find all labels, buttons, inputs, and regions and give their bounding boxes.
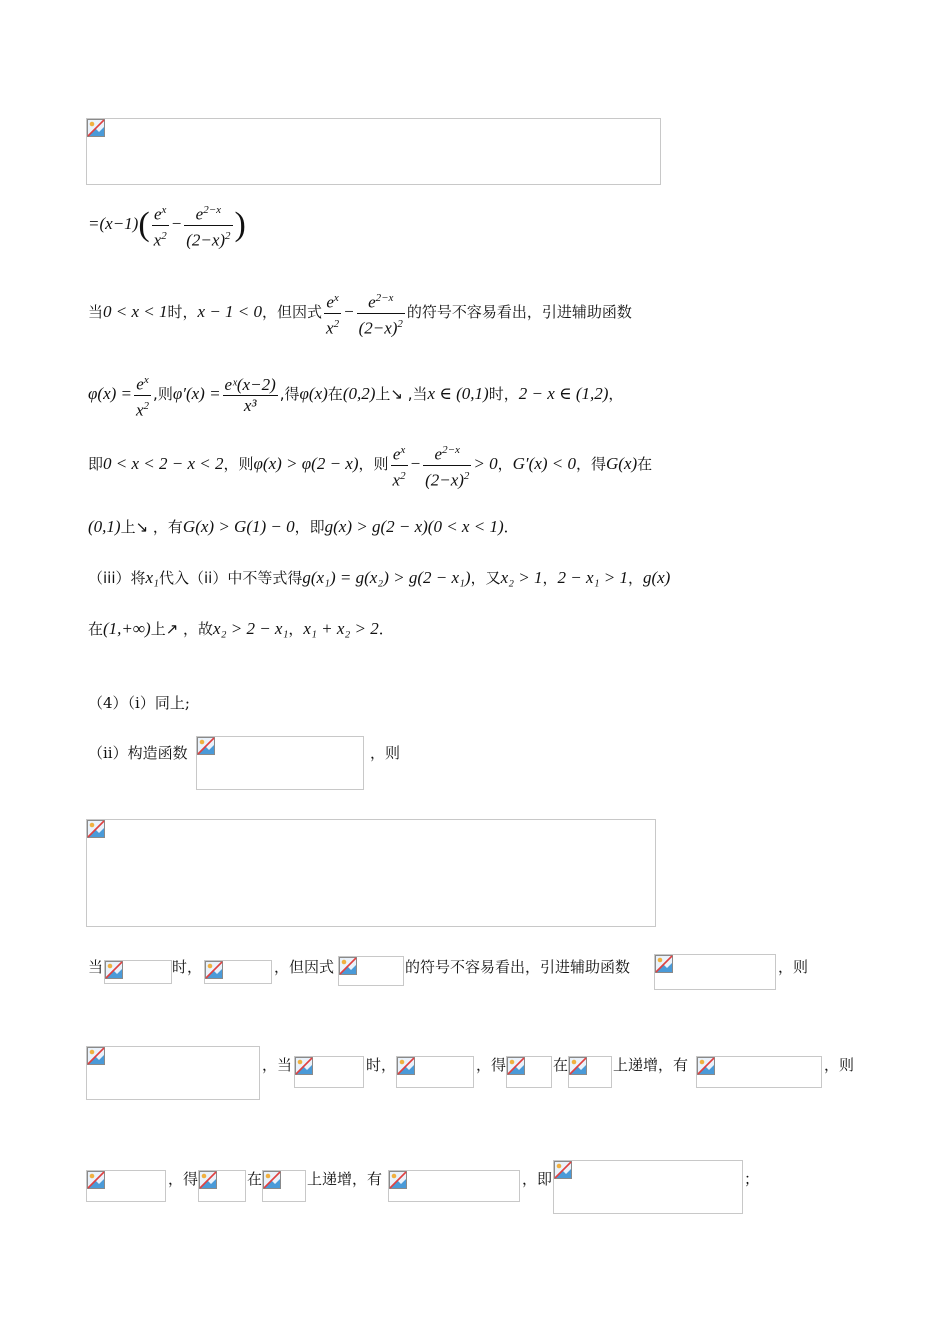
formula-image-5 xyxy=(204,960,272,984)
broken-image-icon xyxy=(87,1171,105,1189)
formula-image-18 xyxy=(553,1160,743,1214)
broken-image-icon xyxy=(295,1057,313,1075)
broken-image-icon xyxy=(554,1161,572,1179)
formula-image-12 xyxy=(568,1056,612,1088)
text-then: ，则 xyxy=(778,958,809,976)
text-then-2: ，则 xyxy=(824,1056,855,1074)
broken-image-icon xyxy=(389,1171,407,1189)
construct-label: （ii）构造函数 xyxy=(88,744,188,762)
broken-image-icon xyxy=(205,961,223,979)
text-semicolon: ； xyxy=(744,1170,760,1188)
formula-image-6 xyxy=(338,956,404,986)
formula-image-2 xyxy=(196,736,364,790)
text-increasing: 上递增，有 xyxy=(613,1056,689,1074)
then-label: ，则 xyxy=(370,744,401,762)
text-time: 时， xyxy=(172,958,203,976)
formula-image-10 xyxy=(396,1056,474,1088)
broken-image-icon xyxy=(655,955,673,973)
broken-image-icon xyxy=(87,820,105,838)
formula-image-16 xyxy=(262,1170,306,1202)
formula-image-14 xyxy=(86,1170,166,1202)
text-namely: ，即 xyxy=(522,1170,553,1188)
broken-image-icon xyxy=(263,1171,281,1189)
text-when-2: ，当 xyxy=(262,1056,293,1074)
broken-image-icon xyxy=(197,737,215,755)
text-line-5: (0,1)上↘ ，有G(x) > G(1) − 0，即g(x) > g(2 − x)(0 < x < 1)． xyxy=(88,517,519,536)
formula-image-3 xyxy=(86,819,656,927)
formula-image-4 xyxy=(104,960,172,984)
text-get: ，得 xyxy=(476,1056,507,1074)
broken-image-icon xyxy=(105,961,123,979)
broken-image-icon xyxy=(397,1057,415,1075)
text-time-2: 时， xyxy=(366,1056,397,1074)
text-increasing-2: 上递增，有 xyxy=(307,1170,383,1188)
text-at: 在 xyxy=(553,1056,569,1074)
formula-image-7 xyxy=(654,954,776,990)
text-line-4: 即0 < x < 2 − x < 2，则φ(x) > φ(2 − x)，则 $\frac{e^x}{x^2}$ − $\frac{e^{2-x}}{(2-x)^2}$ > 0，G′(x) < 0，得G(x)在 xyxy=(88,440,652,490)
text-sign: 的符号不容易看出，引进辅助函数 xyxy=(405,958,631,976)
formula-image-13 xyxy=(696,1056,822,1088)
text-when: 当 xyxy=(88,958,104,976)
broken-image-icon xyxy=(697,1057,715,1075)
broken-image-icon xyxy=(199,1171,217,1189)
formula-image-8 xyxy=(86,1046,260,1100)
text-at-2: 在 xyxy=(247,1170,263,1188)
broken-image-icon xyxy=(569,1057,587,1075)
formula-image-15 xyxy=(198,1170,246,1202)
formula-image-17 xyxy=(388,1170,520,1202)
broken-image-icon xyxy=(87,119,105,137)
formula-image-9 xyxy=(294,1056,364,1088)
broken-image-icon xyxy=(339,957,357,975)
text-line-7: 在(1,+∞)上↗ ，故x₂ > 2 − x₁，x₁ + x₂ > 2． xyxy=(88,619,394,638)
text-get-2: ，得 xyxy=(168,1170,199,1188)
formula-image-1 xyxy=(86,118,661,185)
text-line-2: 当0 < x < 1时，x − 1 < 0，但因式 $\frac{e^x}{x^2}$ − $\frac{e^{2-x}}{(2-x)^2}$ 的符号不容易看出，引进辅助函数 xyxy=(88,288,632,338)
text-line-6: （iii）将x₁代入（ii）中不等式得g(x₁) = g(x₂) > g(2 − x₁)，又x₂ > 1，2 − x₁ > 1，g(x) xyxy=(88,568,671,587)
broken-image-icon xyxy=(87,1047,105,1065)
section-heading-4: （4）（i）同上; xyxy=(88,694,190,712)
text-factor: ，但因式 xyxy=(274,958,335,976)
formula-line-1: =(x−1)( $\frac{e^x}{x^2}$ − $\frac{e^{2-x}}{(2-x)^2}$ ) xyxy=(88,200,246,250)
formula-image-11 xyxy=(506,1056,552,1088)
broken-image-icon xyxy=(507,1057,525,1075)
text-line-3: φ(x) = $\frac{e^x}{x^2}$ ,则φ′(x) = $\frac{\text{eˣ(x−2)}}{\text{x³}}$ ,得φ(x)在(0,2)上↘ ,当x ∈ (0,1)时，2 − x ∈ (1,2)， xyxy=(88,370,623,420)
